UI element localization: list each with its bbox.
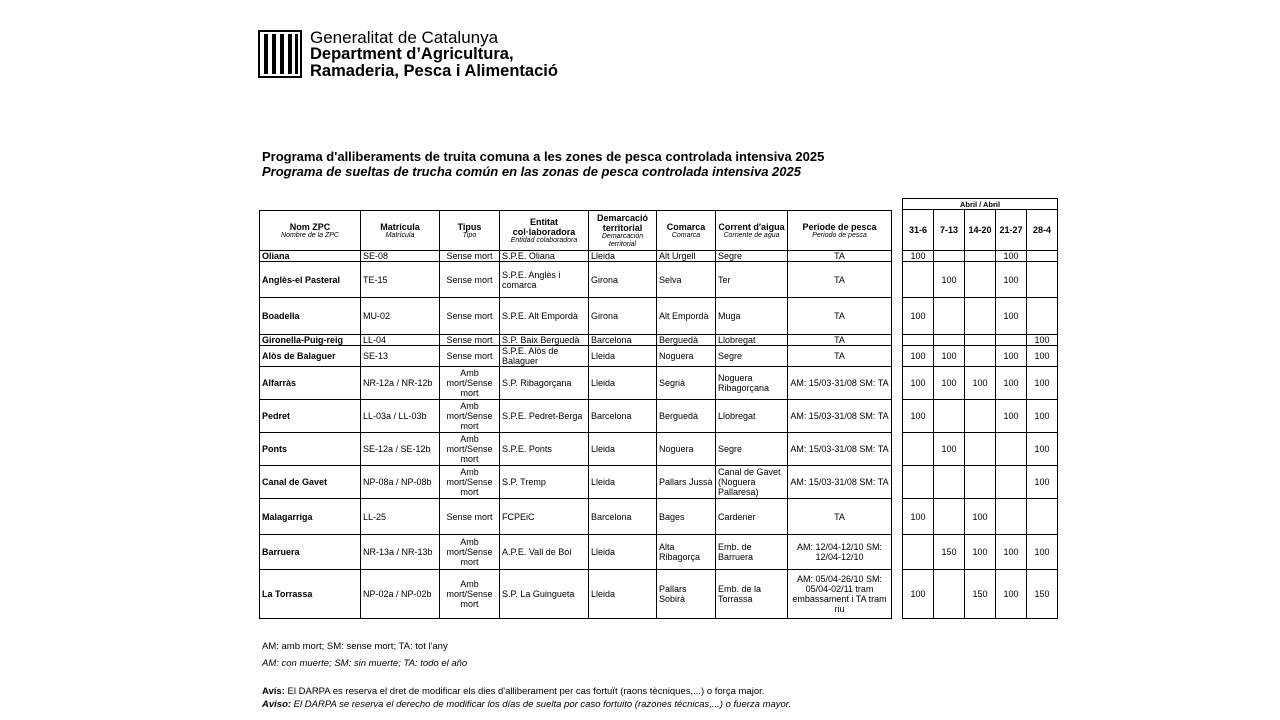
week-header: 28-4 [1027, 210, 1058, 251]
column-header-sublabel: Periodo de pesca [812, 231, 867, 239]
release-quantity-cell: 100 [934, 367, 965, 400]
county-cell: Alt Empordà [657, 298, 716, 335]
watercourse-cell: Emb. de Barruera [716, 535, 788, 570]
county-cell: Berguedà [657, 400, 716, 433]
week-header: 31-6 [903, 210, 934, 251]
zone-name-cell: Alòs de Balaguer [260, 346, 361, 367]
fishing-period-cell: TA [788, 499, 892, 535]
table-row [260, 466, 892, 499]
week-header: 14-20 [965, 210, 996, 251]
column-header-sublabel: Matrícula [385, 231, 415, 239]
table-row [260, 298, 892, 335]
column-header [260, 211, 361, 251]
release-quantity-cell [1027, 298, 1058, 335]
registration-cell: LL-25 [361, 499, 440, 535]
registration-cell: NR-13a / NR-13b [361, 535, 440, 570]
release-quantity-cell [996, 466, 1027, 499]
weeks-row [903, 535, 1058, 570]
territorial-district-cell: Lleida [589, 367, 657, 400]
notice-label: Aviso: [262, 699, 292, 710]
column-header-label: Matrícula [380, 221, 420, 232]
release-quantity-cell: 100 [903, 251, 934, 262]
release-quantity-cell: 150 [1027, 570, 1058, 619]
column-header [589, 211, 657, 251]
watercourse-cell: Cardener [716, 499, 788, 535]
release-quantity-cell: 100 [996, 367, 1027, 400]
table-row [260, 433, 892, 466]
notice-text: El DARPA se reserva el derecho de modificar los días de suelta por caso fortuito (razones técnicas,...) o fuerza mayor. [291, 699, 792, 710]
partner-entity-cell: S.P. Ribagorçana [500, 367, 589, 400]
type-cell: Amb mort/Sense mort [440, 570, 500, 619]
fishing-period-cell: AM: 15/03-31/08 SM: TA [788, 466, 892, 499]
release-quantity-cell: 100 [996, 535, 1027, 570]
release-quantity-cell [965, 335, 996, 346]
column-header-sublabel: Tipo [462, 231, 477, 239]
weeks-group-header: Abril / Abril [903, 199, 1058, 210]
registration-cell: NR-12a / NR-12b [361, 367, 440, 400]
zone-name-cell: La Torrassa [260, 570, 361, 619]
release-quantity-cell [996, 335, 1027, 346]
table-row [260, 535, 892, 570]
notice-catalan [262, 686, 764, 698]
territorial-district-cell: Lleida [589, 466, 657, 499]
zone-name-cell: Pedret [260, 400, 361, 433]
partner-entity-cell: S.P. Tremp [500, 466, 589, 499]
type-cell: Sense mort [440, 335, 500, 346]
registration-cell: NP-02a / NP-02b [361, 570, 440, 619]
type-cell: Sense mort [440, 298, 500, 335]
column-header [657, 211, 716, 251]
release-quantity-cell [903, 535, 934, 570]
column-header-label: Comarca [666, 221, 706, 232]
release-quantity-cell [965, 298, 996, 335]
table-row [260, 262, 892, 298]
watercourse-cell: Muga [716, 298, 788, 335]
column-header-sublabel: Comarca [671, 231, 701, 239]
release-quantity-cell [965, 346, 996, 367]
weeks-header-row [903, 210, 1058, 251]
column-header-sublabel: Entidad colaboradora [510, 236, 578, 244]
county-cell: Noguera [657, 433, 716, 466]
watercourse-cell: Llobregat [716, 400, 788, 433]
partner-entity-cell: S.P.E. Ponts [500, 433, 589, 466]
release-quantity-cell [996, 499, 1027, 535]
partner-entity-cell: S.P.E. Pedret-Berga [500, 400, 589, 433]
type-cell: Amb mort/Sense mort [440, 367, 500, 400]
county-cell: Alta Ribagorça [657, 535, 716, 570]
territorial-district-cell: Girona [589, 262, 657, 298]
zone-name-cell: Malagarriga [260, 499, 361, 535]
registration-cell: NP-08a / NP-08b [361, 466, 440, 499]
column-header-sublabel: Corriente de agua [723, 231, 780, 239]
weeks-row [903, 335, 1058, 346]
release-quantity-cell: 100 [903, 298, 934, 335]
watercourse-cell: Noguera Ribagorçana [716, 367, 788, 400]
weeks-row [903, 400, 1058, 433]
territorial-district-cell: Barcelona [589, 499, 657, 535]
county-cell: Bages [657, 499, 716, 535]
release-quantity-cell: 100 [1027, 346, 1058, 367]
fishing-period-cell: AM: 15/03-31/08 SM: TA [788, 433, 892, 466]
type-cell: Sense mort [440, 346, 500, 367]
column-header [361, 211, 440, 251]
weeks-row [903, 433, 1058, 466]
release-quantity-cell: 100 [903, 499, 934, 535]
table-header-row [260, 211, 892, 251]
zone-name-cell: Alfarràs [260, 367, 361, 400]
zone-name-cell: Ponts [260, 433, 361, 466]
release-quantity-cell: 100 [903, 367, 934, 400]
release-program-table [259, 210, 892, 619]
county-cell: Selva [657, 262, 716, 298]
release-quantity-cell [965, 251, 996, 262]
weeks-row [903, 367, 1058, 400]
registration-cell: SE-13 [361, 346, 440, 367]
fishing-period-cell: AM: 12/04-12/10 SM: 12/04-12/10 [788, 535, 892, 570]
release-weeks-table [902, 198, 1058, 619]
column-header-sublabel: Demarcación territorial [601, 232, 644, 248]
release-quantity-cell: 100 [965, 367, 996, 400]
release-quantity-cell [965, 400, 996, 433]
org-line-1: Generalitat de Catalunya [310, 28, 499, 47]
column-header-sublabel: Nombre de la ZPC [281, 231, 339, 239]
release-quantity-cell [934, 570, 965, 619]
column-header [440, 211, 500, 251]
type-cell: Amb mort/Sense mort [440, 466, 500, 499]
type-cell: Sense mort [440, 262, 500, 298]
release-quantity-cell [934, 298, 965, 335]
watercourse-cell: Segre [716, 251, 788, 262]
notice-text: El DARPA es reserva el dret de modificar els dies d'alliberament per cas fortuït (raons tècniques,...) o força major. [284, 686, 765, 697]
release-quantity-cell [1027, 251, 1058, 262]
partner-entity-cell: S.P. La Guingueta [500, 570, 589, 619]
release-quantity-cell [934, 499, 965, 535]
watercourse-cell: Segre [716, 433, 788, 466]
release-quantity-cell: 100 [903, 346, 934, 367]
notice-label: Avís: [262, 686, 285, 697]
county-cell: Pallars Sobirà [657, 570, 716, 619]
fishing-period-cell: TA [788, 251, 892, 262]
territorial-district-cell: Barcelona [589, 335, 657, 346]
organization-name [310, 29, 558, 80]
column-header-label: Període de pesca [802, 221, 877, 232]
county-cell: Berguedà [657, 335, 716, 346]
fishing-period-cell: TA [788, 298, 892, 335]
type-cell: Sense mort [440, 499, 500, 535]
legend-catalan: AM: amb mort; SM: sense mort; TA: tot l'any [262, 641, 448, 652]
type-cell: Amb mort/Sense mort [440, 535, 500, 570]
release-quantity-cell: 100 [934, 262, 965, 298]
partner-entity-cell: S.P.E. Oliana [500, 251, 589, 262]
title-catalan: Programa d'alliberaments de truita comuna a les zones de pesca controlada intensiva 2025 [262, 149, 825, 164]
column-header-label: Demarcació territorial [596, 212, 649, 233]
document-title [262, 149, 824, 179]
release-quantity-cell: 100 [1027, 335, 1058, 346]
column-header [788, 211, 892, 251]
registration-cell: LL-04 [361, 335, 440, 346]
fishing-period-cell: AM: 15/03-31/08 SM: TA [788, 367, 892, 400]
generalitat-logo [258, 30, 302, 78]
release-quantity-cell: 100 [996, 400, 1027, 433]
release-quantity-cell: 100 [1027, 535, 1058, 570]
territorial-district-cell: Lleida [589, 535, 657, 570]
release-quantity-cell [934, 335, 965, 346]
weeks-row [903, 346, 1058, 367]
release-quantity-cell: 100 [903, 570, 934, 619]
release-quantity-cell: 100 [996, 570, 1027, 619]
legend-spanish: AM: con muerte; SM: sin muerte; TA: todo el año [262, 658, 468, 669]
release-quantity-cell: 150 [934, 535, 965, 570]
release-quantity-cell: 100 [934, 433, 965, 466]
table-row [260, 400, 892, 433]
type-cell: Amb mort/Sense mort [440, 400, 500, 433]
title-spanish: Programa de sueltas de trucha común en las zonas de pesca controlada intensiva 2025 [262, 164, 801, 179]
watercourse-cell: Segre [716, 346, 788, 367]
release-quantity-cell [903, 335, 934, 346]
release-quantity-cell [965, 433, 996, 466]
notice-spanish [262, 699, 791, 711]
partner-entity-cell: S.P.E. Alt Empordà [500, 298, 589, 335]
registration-cell: MU-02 [361, 298, 440, 335]
release-quantity-cell: 100 [1027, 367, 1058, 400]
weeks-row [903, 570, 1058, 619]
release-quantity-cell: 100 [996, 251, 1027, 262]
table-row [260, 367, 892, 400]
registration-cell: SE-12a / SE-12b [361, 433, 440, 466]
release-quantity-cell: 100 [903, 400, 934, 433]
table-row [260, 499, 892, 535]
release-quantity-cell: 100 [934, 346, 965, 367]
release-quantity-cell [934, 400, 965, 433]
org-line-3: Ramaderia, Pesca i Alimentació [310, 62, 558, 80]
registration-cell: TE-15 [361, 262, 440, 298]
column-header-label: Nom ZPC [289, 221, 331, 232]
territorial-district-cell: Lleida [589, 251, 657, 262]
fishing-period-cell: AM: 15/03-31/08 SM: TA [788, 400, 892, 433]
zone-name-cell: Anglès-el Pasteral [260, 262, 361, 298]
watercourse-cell: Ter [716, 262, 788, 298]
weeks-row [903, 466, 1058, 499]
release-quantity-cell [903, 466, 934, 499]
release-quantity-cell [965, 466, 996, 499]
weeks-row [903, 298, 1058, 335]
table-row [260, 335, 892, 346]
column-header-label: Tipus [457, 221, 482, 232]
county-cell: Alt Urgell [657, 251, 716, 262]
column-header-label: Entitat col·laboradora [512, 216, 576, 237]
column-header [500, 211, 589, 251]
zone-name-cell: Oliana [260, 251, 361, 262]
partner-entity-cell: FCPEiC [500, 499, 589, 535]
weeks-row [903, 251, 1058, 262]
column-header-label: Corrent d'aigua [718, 221, 785, 232]
zone-name-cell: Barruera [260, 535, 361, 570]
release-quantity-cell: 100 [1027, 433, 1058, 466]
partner-entity-cell: S.P.E. Alòs de Balaguer [500, 346, 589, 367]
release-quantity-cell [1027, 499, 1058, 535]
release-quantity-cell [996, 433, 1027, 466]
release-quantity-cell [1027, 262, 1058, 298]
release-quantity-cell [903, 433, 934, 466]
release-quantity-cell [903, 262, 934, 298]
watercourse-cell: Emb. de la Torrassa [716, 570, 788, 619]
fishing-period-cell: TA [788, 335, 892, 346]
weeks-row [903, 499, 1058, 535]
fishing-period-cell: TA [788, 262, 892, 298]
release-quantity-cell [965, 262, 996, 298]
territorial-district-cell: Lleida [589, 570, 657, 619]
release-quantity-cell: 100 [1027, 466, 1058, 499]
release-quantity-cell: 100 [1027, 400, 1058, 433]
table-row [260, 570, 892, 619]
watercourse-cell: Llobregat [716, 335, 788, 346]
release-quantity-cell [934, 251, 965, 262]
territorial-district-cell: Barcelona [589, 400, 657, 433]
release-quantity-cell: 100 [965, 499, 996, 535]
county-cell: Pallars Jussà [657, 466, 716, 499]
registration-cell: LL-03a / LL-03b [361, 400, 440, 433]
type-cell: Sense mort [440, 251, 500, 262]
zone-name-cell: Canal de Gavet [260, 466, 361, 499]
release-quantity-cell: 100 [965, 535, 996, 570]
week-header: 7-13 [934, 210, 965, 251]
county-cell: Segrià [657, 367, 716, 400]
release-quantity-cell [934, 466, 965, 499]
watercourse-cell: Canal de Gavet (Noguera Pallaresa) [716, 466, 788, 499]
release-quantity-cell: 150 [965, 570, 996, 619]
zone-name-cell: Boadella [260, 298, 361, 335]
partner-entity-cell: S.P.E. Anglès i comarca [500, 262, 589, 298]
table-row [260, 251, 892, 262]
zone-name-cell: Gironella-Puig-reig [260, 335, 361, 346]
release-quantity-cell: 100 [996, 298, 1027, 335]
territorial-district-cell: Girona [589, 298, 657, 335]
territorial-district-cell: Lleida [589, 346, 657, 367]
fishing-period-cell: AM: 05/04-26/10 SM: 05/04-02/11 tram embassament i TA tram riu [788, 570, 892, 619]
column-header [716, 211, 788, 251]
partner-entity-cell: A.P.E. Vall de Boí [500, 535, 589, 570]
type-cell: Amb mort/Sense mort [440, 433, 500, 466]
partner-entity-cell: S.P. Baix Berguedà [500, 335, 589, 346]
fishing-period-cell: TA [788, 346, 892, 367]
registration-cell: SE-08 [361, 251, 440, 262]
release-quantity-cell: 100 [996, 262, 1027, 298]
week-header: 21-27 [996, 210, 1027, 251]
release-quantity-cell: 100 [996, 346, 1027, 367]
weeks-row [903, 262, 1058, 298]
territorial-district-cell: Lleida [589, 433, 657, 466]
org-line-2: Department d’Agricultura, [310, 45, 514, 63]
table-row [260, 346, 892, 367]
county-cell: Noguera [657, 346, 716, 367]
